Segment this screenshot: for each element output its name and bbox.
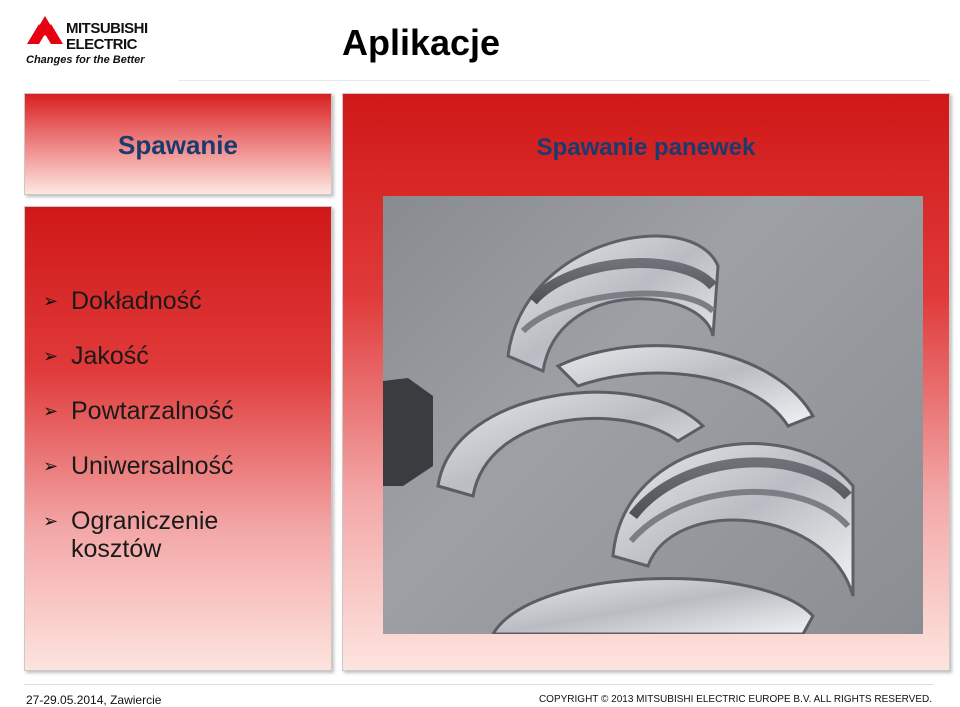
list-item: [43, 287, 291, 315]
bearing-welding-heading: Spawanie panewek: [536, 134, 756, 161]
logo-brand-line2: ELECTRIC: [66, 36, 137, 53]
list-item: [43, 452, 291, 480]
feature-text: Powtarzalność: [71, 397, 234, 425]
welding-heading: Spawanie: [118, 130, 238, 160]
features-list: [43, 287, 291, 590]
list-item: [43, 342, 291, 370]
features-panel: [24, 206, 332, 671]
arrow-bullet-icon: ➢: [43, 346, 59, 366]
header-divider: [178, 80, 930, 81]
arrow-bullet-icon: ➢: [43, 401, 59, 421]
page-title: Aplikacje: [342, 22, 501, 63]
arrow-bullet-icon: ➢: [43, 511, 59, 531]
arrow-bullet-icon: ➢: [43, 456, 59, 476]
feature-text: Dokładność: [71, 287, 202, 315]
bearing-shells-photo: [383, 196, 923, 634]
footer-date-location: 27-29.05.2014, Zawiercie: [26, 693, 162, 707]
footer-divider: [24, 684, 934, 685]
feature-text: Uniwersalność: [71, 452, 234, 480]
arrow-bullet-icon: ➢: [43, 291, 59, 311]
feature-text: Jakość: [71, 342, 149, 370]
logo-brand-line1: MITSUBISHI: [66, 20, 148, 37]
feature-text: Ograniczenie kosztów: [71, 507, 219, 563]
footer-copyright: COPYRIGHT © 2013 MITSUBISHI ELECTRIC EUROPE B.V. ALL RIGHTS RESERVED.: [538, 694, 932, 705]
logo-tagline: Changes for the Better: [26, 54, 145, 66]
bearing-shells-illustration: [383, 196, 923, 634]
three-diamonds-icon: [26, 16, 64, 52]
list-item: [43, 507, 291, 563]
list-item: [43, 397, 291, 425]
mitsubishi-electric-logo: [22, 14, 162, 72]
welding-heading-panel: [24, 93, 332, 195]
